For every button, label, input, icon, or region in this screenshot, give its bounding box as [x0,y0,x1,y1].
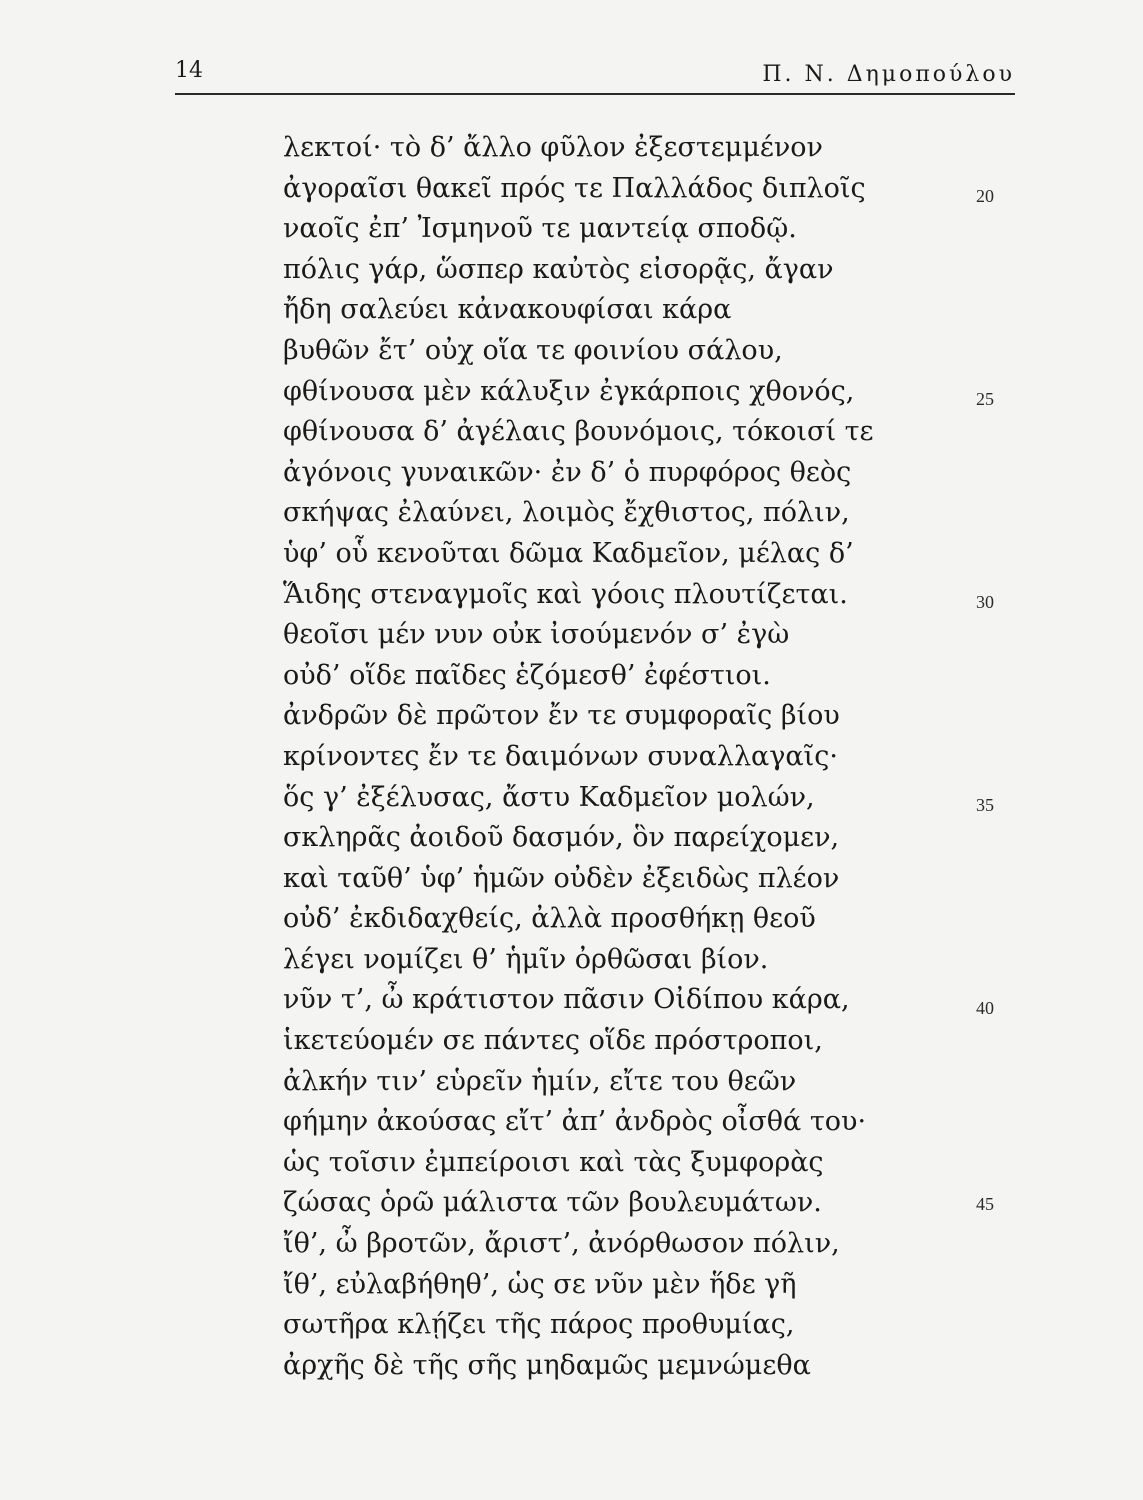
verse-line: ἀγόνοις γυναικῶν· ἐν δ’ ὁ πυρφόρος θεὸς [283,456,852,488]
verse-line: βυθῶν ἔτ’ οὐχ οἵα τε φοινίου σάλου, [283,334,783,366]
verse-line: ὑφ’ οὗ κενοῦται δῶμα Καδμεῖον, μέλας δ’ [283,537,854,569]
verse-line: ἀνδρῶν δὲ πρῶτον ἔν τε συμφοραῖς βίου [283,700,840,732]
line-number-20: 20 [976,186,994,206]
verse-line: ὅς γ’ ἐξέλυσας, ἄστυ Καδμεῖον μολών, [283,781,815,813]
verse-line: ὡς τοῖσιν ἐμπείροισι καὶ τὰς ξυμφορὰς [283,1146,824,1178]
verse-line: ἴθ’, ὦ βροτῶν, ἄριστ’, ἀνόρθωσον πόλιν, [283,1228,840,1260]
verse-line: θεοῖσι μέν νυν οὐκ ἰσούμενόν σ’ ἐγὼ [283,619,790,651]
verse-text [283,128,943,1386]
running-head: Π. Ν. Δημοπούλου [762,62,1015,87]
line-number-45: 45 [976,1194,994,1214]
verse-line: ἴθ’, εὐλαβήθηθ’, ὡς σε νῦν μὲν ἥδε γῆ [283,1268,797,1300]
verse-line: φήμην ἀκούσας εἴτ’ ἀπ’ ἀνδρὸς οἶσθά του· [283,1106,867,1138]
verse-line: λεκτοί· τὸ δ’ ἄλλο φῦλον ἐξεστεμμένον [283,132,823,163]
verse-line: Ἅιδης στεναγμοῖς καὶ γόοις πλουτίζεται. [283,578,848,610]
line-number-30: 30 [976,592,994,612]
verse-line: φθίνουσα δ’ ἀγέλαις βουνόμοις, τόκοισί τε [283,416,874,448]
verse-line: καὶ ταῦθ’ ὑφ’ ἡμῶν οὐδὲν ἐξειδὼς πλέον [283,862,840,894]
verse-line: σωτῆρα κλῄζει τῆς πάρος προθυμίας, [283,1309,795,1341]
line-number-35: 35 [976,795,994,815]
line-number-25: 25 [976,389,994,409]
verse-line: κρίνοντες ἔν τε δαιμόνων συναλλαγαῖς· [283,740,838,772]
header-rule [175,93,1015,95]
verse-line: οὐδ’ ἐκδιδαχθείς, ἀλλὰ προσθήκῃ θεοῦ [283,903,816,935]
verse-line: ἀρχῆς δὲ τῆς σῆς μηδαμῶς μεμνώμεθα [283,1349,811,1381]
verse-line: ἤδη σαλεύει κἀνακουφίσαι κάρα [283,294,732,326]
verse-line: ἱκετεύομέν σε πάντες οἵδε πρόστροποι, [283,1025,823,1057]
verse-line: ζώσας ὁρῶ μάλιστα τῶν βουλευμάτων. [283,1187,822,1219]
verse-line: σκληρᾶς ἀοιδοῦ δασμόν, ὃν παρείχομεν, [283,822,840,854]
verse-line: οὐδ’ οἵδε παῖδες ἑζόμεσθ’ ἐφέστιοι. [283,659,771,691]
verse-line: ναοῖς ἐπ’ Ἰσμηνοῦ τε μαντείᾳ σποδῷ. [283,213,797,245]
verse-line: ἀλκήν τιν’ εὑρεῖν ἡμίν, εἴτε του θεῶν [283,1065,797,1097]
verse-line: σκήψας ἐλαύνει, λοιμὸς ἔχθιστος, πόλιν, [283,497,850,529]
verse-line: ἀγοραῖσι θακεῖ πρός τε Παλλάδος διπλοῖς [283,172,866,204]
verse-line: νῦν τ’, ὦ κράτιστον πᾶσιν Οἰδίπου κάρα, [283,984,850,1016]
page-number: 14 [175,58,203,83]
verse-line: πόλις γάρ, ὥσπερ καὐτὸς εἰσορᾷς, ἄγαν [283,253,834,285]
verse-line: φθίνουσα μὲν κάλυξιν ἐγκάρποις χθονός, [283,375,855,407]
verse-line: λέγει νομίζει θ’ ἡμῖν ὀρθῶσαι βίον. [283,943,769,975]
line-number-40: 40 [976,998,994,1018]
